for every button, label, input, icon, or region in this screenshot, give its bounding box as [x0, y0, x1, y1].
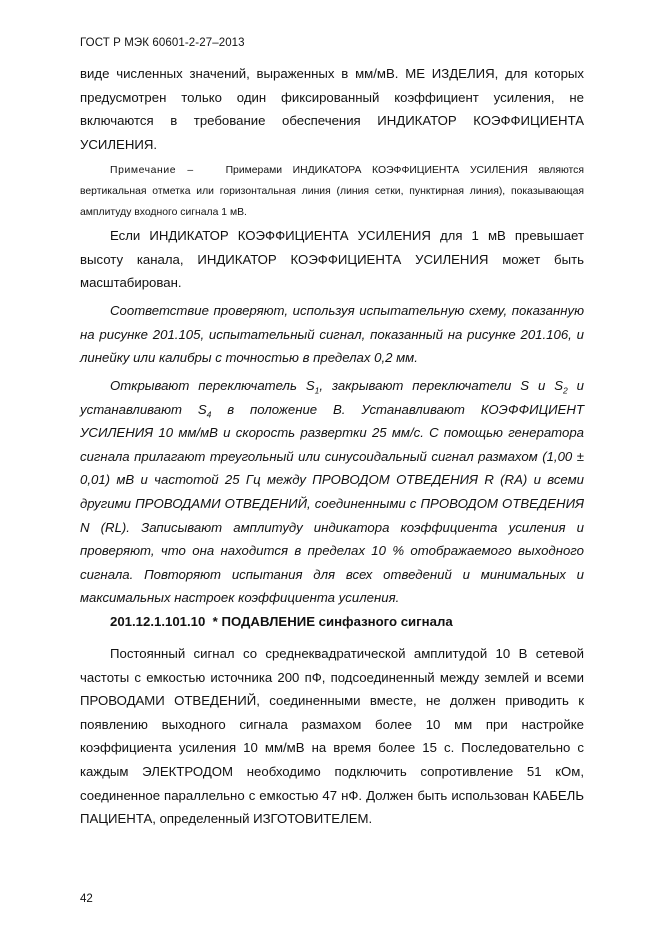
text-run: , закрывают переключатели S и S [319, 378, 564, 393]
subscript: 2 [563, 385, 568, 396]
text-run: в положение B. Устанавливают КОЭФФИЦИЕНТ УСИЛЕНИЯ 10 мм/мВ и скорость развертки 25 мм/с. С помощью генератора сигнала прилагают треугольный или синусоидальный сигнал размахом (1,00 ± 0,01) мВ и частотой 25 Гц между ПРОВОДОМ ОТВЕДЕНИЯ R (RA) и всеми другими ПРОВОДАМИ ОТВЕДЕНИЙ, соединенными с ПРОВОДОМ ОТВЕДЕНИЯ N (RL). Записывают амплитуду индикатора коэффициента усиления и проверяют, что она находится в пределах 10 % отображаемого выходного сигнала. Повторяют испытания для всех отведений и минимальных и максимальных настроек коэффициента усиления. [80, 401, 584, 606]
text-run: Открывают переключатель S [110, 378, 315, 393]
paragraph-test-procedure [80, 374, 584, 610]
paragraph-text: виде численных значений, выраженных в мм/мВ. МЕ ИЗДЕЛИЯ, для которых предусмотрен только один фиксированный коэффициент усиления, не включаются в требование обеспечения ИНДИКАТОР КОЭФФИЦИЕНТА УСИЛЕНИЯ. [80, 66, 584, 152]
paragraph-text: Постоянный сигнал со среднеквадратической амплитудой 10 В сетевой частоты с емкостью источника 200 пФ, подсоединенный между землей и всеми ПРОВОДАМИ ОТВЕДЕНИЙ, соединенными вместе, не должен приводить к появлению выходного сигнала размахом более 10 мм при настройке коэффициента усиления 10 мм/мВ на время более 15 с. Последовательно с каждым ЭЛЕКТРОДОМ необходимо подключить сопротивление 51 кОм, соединенное параллельно с емкостью 47 нФ. Должен быть использован КАБЕЛЬ ПАЦИЕНТА, определенный ИЗГОТОВИТЕЛЕМ. [80, 646, 584, 827]
subscript: 1 [314, 385, 320, 396]
paragraph-text [80, 374, 584, 610]
paragraph-text: Соответствие проверяют, используя испытательную схему, показанную на рисунке 201.105, испытательный сигнал, показанный на рисунке 201.106, и линейку или калибры с точностью в пределах 0,2 мм. [80, 303, 584, 366]
subscript: 4 [206, 409, 212, 420]
note-label: Примечание – [110, 165, 194, 176]
note-block [80, 160, 584, 223]
page-number: 42 [80, 893, 93, 905]
section-number: 201.12.1.101.10 [110, 614, 206, 629]
standard-header: ГОСТ Р МЭК 60601-2-27–2013 [80, 37, 245, 49]
section-heading [110, 614, 453, 629]
text-run: и устанавливают S [80, 378, 585, 417]
paragraph-compliance-check [80, 299, 584, 370]
paragraph-gain-display [80, 62, 584, 156]
paragraph-common-mode-rejection [80, 642, 584, 831]
paragraph-gain-indicator-scaling [80, 224, 584, 295]
paragraph-text: Если ИНДИКАТОР КОЭФФИЦИЕНТА УСИЛЕНИЯ для 1 мВ превышает высоту канала, ИНДИКАТОР КОЭФФИЦИЕНТА УСИЛЕНИЯ может быть масштабирован. [80, 228, 584, 291]
note-text: Примерами ИНДИКАТОРА КОЭФФИЦИЕНТА УСИЛЕНИЯ являются вертикальная отметка или горизонтальная линия (линия сетки, пунктирная линия), показывающая амплитуду входного сигнала 1 мВ. [80, 165, 584, 218]
section-title: * ПОДАВЛЕНИЕ синфазного сигнала [212, 614, 453, 629]
